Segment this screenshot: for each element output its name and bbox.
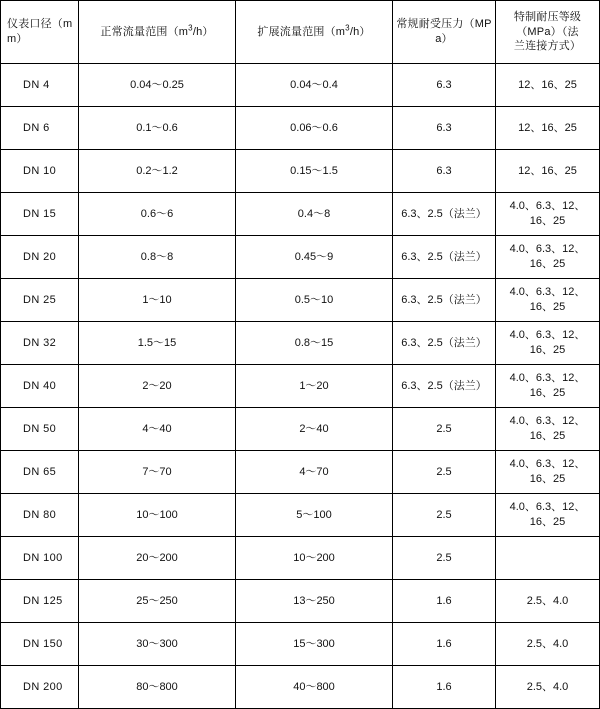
cell-special-pressure — [496, 537, 600, 580]
table-row — [1, 64, 600, 107]
cell-extended-flow: 10～200 — [236, 537, 393, 580]
table-row — [1, 365, 600, 408]
cell-special-pressure: 4.0、6.3、12、16、25 — [496, 193, 600, 236]
cell-extended-flow: 0.5～10 — [236, 279, 393, 322]
cell-special-pressure: 2.5、4.0 — [496, 623, 600, 666]
cell-diameter: DN 150 — [1, 623, 79, 666]
cell-extended-flow: 0.8～15 — [236, 322, 393, 365]
cell-normal-flow: 4～40 — [79, 408, 236, 451]
cell-diameter: DN 100 — [1, 537, 79, 580]
cell-extended-flow: 5～100 — [236, 494, 393, 537]
cell-extended-flow: 0.04～0.4 — [236, 64, 393, 107]
cell-diameter: DN 40 — [1, 365, 79, 408]
column-header-standard-pressure — [393, 1, 496, 64]
cell-extended-flow: 15～300 — [236, 623, 393, 666]
cell-standard-pressure: 6.3、2.5（法兰） — [393, 236, 496, 279]
table-row — [1, 537, 600, 580]
cell-normal-flow: 1.5～15 — [79, 322, 236, 365]
cell-extended-flow: 40～800 — [236, 666, 393, 709]
cell-standard-pressure: 6.3、2.5（法兰） — [393, 193, 496, 236]
table-row — [1, 193, 600, 236]
cell-extended-flow: 2～40 — [236, 408, 393, 451]
cell-diameter: DN 20 — [1, 236, 79, 279]
cell-special-pressure: 4.0、6.3、12、16、25 — [496, 408, 600, 451]
column-header-normal-flow-pre: 正常流量范围（m — [100, 25, 189, 38]
column-header-special-pressure — [496, 1, 600, 64]
column-header-diameter-line1: 仪表口径（m — [7, 18, 73, 31]
column-header-extended-flow-post: /h） — [349, 25, 371, 38]
table-row — [1, 451, 600, 494]
column-header-special-pressure-line2: 兰连接方式） — [513, 40, 582, 53]
column-header-standard-pressure-line2: a） — [435, 33, 453, 45]
cell-normal-flow: 7～70 — [79, 451, 236, 494]
table-row — [1, 494, 600, 537]
cell-standard-pressure: 6.3、2.5（法兰） — [393, 322, 496, 365]
table-row — [1, 236, 600, 279]
cell-standard-pressure: 1.6 — [393, 666, 496, 709]
cell-normal-flow: 10～100 — [79, 494, 236, 537]
column-header-normal-flow-sup: 3 — [188, 22, 193, 32]
cell-special-pressure: 12、16、25 — [496, 107, 600, 150]
column-header-standard-pressure-line1: 常规耐受压力（MP — [396, 18, 492, 31]
cell-normal-flow: 25～250 — [79, 580, 236, 623]
cell-normal-flow: 0.2～1.2 — [79, 150, 236, 193]
table-row — [1, 150, 600, 193]
cell-normal-flow: 2～20 — [79, 365, 236, 408]
cell-extended-flow: 0.15～1.5 — [236, 150, 393, 193]
cell-diameter: DN 50 — [1, 408, 79, 451]
cell-diameter: DN 200 — [1, 666, 79, 709]
cell-extended-flow: 0.45～9 — [236, 236, 393, 279]
cell-diameter: DN 15 — [1, 193, 79, 236]
cell-special-pressure: 4.0、6.3、12、16、25 — [496, 494, 600, 537]
column-header-normal-flow-post: /h） — [192, 25, 214, 38]
cell-extended-flow: 13～250 — [236, 580, 393, 623]
cell-special-pressure: 4.0、6.3、12、16、25 — [496, 279, 600, 322]
cell-standard-pressure: 6.3、2.5（法兰） — [393, 365, 496, 408]
cell-diameter: DN 4 — [1, 64, 79, 107]
table-row — [1, 580, 600, 623]
column-header-diameter-line2: m） — [7, 33, 28, 45]
cell-extended-flow: 0.4～8 — [236, 193, 393, 236]
table-row — [1, 408, 600, 451]
cell-standard-pressure: 1.6 — [393, 623, 496, 666]
cell-standard-pressure: 6.3、2.5（法兰） — [393, 279, 496, 322]
cell-standard-pressure: 6.3 — [393, 107, 496, 150]
cell-normal-flow: 1～10 — [79, 279, 236, 322]
cell-normal-flow: 80～800 — [79, 666, 236, 709]
cell-diameter: DN 125 — [1, 580, 79, 623]
cell-special-pressure: 12、16、25 — [496, 150, 600, 193]
table-header — [1, 1, 600, 64]
cell-normal-flow: 0.8～8 — [79, 236, 236, 279]
cell-diameter: DN 80 — [1, 494, 79, 537]
cell-normal-flow: 0.6～6 — [79, 193, 236, 236]
cell-standard-pressure: 2.5 — [393, 451, 496, 494]
column-header-diameter — [1, 1, 79, 64]
cell-diameter: DN 25 — [1, 279, 79, 322]
column-header-extended-flow — [236, 1, 393, 64]
cell-normal-flow: 30～300 — [79, 623, 236, 666]
table-body — [1, 64, 600, 709]
cell-standard-pressure: 2.5 — [393, 408, 496, 451]
cell-special-pressure: 12、16、25 — [496, 64, 600, 107]
cell-normal-flow: 0.1～0.6 — [79, 107, 236, 150]
cell-special-pressure: 2.5、4.0 — [496, 580, 600, 623]
cell-special-pressure: 4.0、6.3、12、16、25 — [496, 322, 600, 365]
cell-standard-pressure: 2.5 — [393, 537, 496, 580]
cell-extended-flow: 4～70 — [236, 451, 393, 494]
cell-diameter: DN 6 — [1, 107, 79, 150]
table-row — [1, 322, 600, 365]
cell-special-pressure: 2.5、4.0 — [496, 666, 600, 709]
column-header-normal-flow — [79, 1, 236, 64]
cell-normal-flow: 0.04～0.25 — [79, 64, 236, 107]
table-row — [1, 279, 600, 322]
cell-normal-flow: 20～200 — [79, 537, 236, 580]
column-header-extended-flow-pre: 扩展流量范围（m — [257, 25, 346, 38]
cell-standard-pressure: 6.3 — [393, 150, 496, 193]
cell-special-pressure: 4.0、6.3、12、16、25 — [496, 365, 600, 408]
cell-special-pressure: 4.0、6.3、12、16、25 — [496, 451, 600, 494]
cell-special-pressure: 4.0、6.3、12、16、25 — [496, 236, 600, 279]
cell-extended-flow: 1～20 — [236, 365, 393, 408]
cell-standard-pressure: 1.6 — [393, 580, 496, 623]
cell-diameter: DN 32 — [1, 322, 79, 365]
cell-standard-pressure: 6.3 — [393, 64, 496, 107]
table-row — [1, 623, 600, 666]
column-header-special-pressure-line1: 特制耐压等级（MPa）（法 — [513, 10, 582, 38]
column-header-extended-flow-sup: 3 — [345, 22, 350, 32]
table-row — [1, 107, 600, 150]
cell-diameter: DN 65 — [1, 451, 79, 494]
cell-extended-flow: 0.06～0.6 — [236, 107, 393, 150]
table-header-row — [1, 1, 600, 64]
cell-diameter: DN 10 — [1, 150, 79, 193]
cell-standard-pressure: 2.5 — [393, 494, 496, 537]
table-row — [1, 666, 600, 709]
